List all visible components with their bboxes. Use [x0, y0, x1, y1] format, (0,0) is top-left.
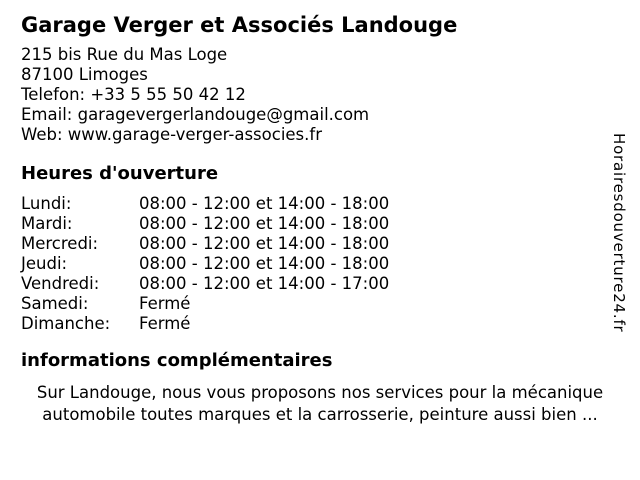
email-line	[21, 105, 640, 125]
day-hours: 08:00 - 12:00 et 14:00 - 18:00	[139, 234, 390, 253]
hours-row-monday	[21, 194, 640, 214]
day-hours: 08:00 - 12:00 et 14:00 - 18:00	[139, 214, 390, 233]
address-contact-block	[21, 45, 640, 145]
phone-line	[21, 85, 640, 105]
web-line	[21, 125, 640, 145]
day-label: Dimanche:	[21, 314, 111, 333]
hours-row-tuesday	[21, 214, 640, 234]
day-label: Mercredi:	[21, 234, 99, 253]
hours-row-saturday	[21, 294, 640, 314]
web-value: www.garage-verger-associes.fr	[67, 125, 322, 144]
watermark-site-name: Horairesdouverture24.fr	[610, 133, 628, 333]
hours-row-thursday	[21, 254, 640, 274]
opening-hours-heading: Heures d'ouverture	[21, 163, 219, 184]
page-title: Garage Verger et Associés Landouge	[21, 13, 458, 37]
day-label: Jeudi:	[21, 254, 68, 273]
day-label: Vendredi:	[21, 274, 100, 293]
web-label: Web:	[21, 125, 63, 144]
opening-hours-table	[21, 194, 640, 334]
address-city: 87100 Limoges	[21, 65, 148, 84]
day-hours: Fermé	[139, 294, 191, 313]
day-label: Lundi:	[21, 194, 72, 213]
hours-row-friday	[21, 274, 640, 294]
phone-label: Telefon:	[21, 85, 86, 104]
day-hours: 08:00 - 12:00 et 14:00 - 18:00	[139, 194, 390, 213]
day-hours: 08:00 - 12:00 et 14:00 - 18:00	[139, 254, 390, 273]
hours-row-sunday	[21, 314, 640, 334]
phone-value: +33 5 55 50 42 12	[90, 85, 246, 104]
additional-info-heading: informations complémentaires	[21, 350, 333, 371]
additional-info-text: Sur Landouge, nous vous proposons nos services pour la mécanique automobile toutes marques et la carrosserie, peinture aussi bien ...	[36, 383, 604, 424]
day-hours: Fermé	[139, 314, 191, 333]
day-label: Mardi:	[21, 214, 73, 233]
day-hours: 08:00 - 12:00 et 14:00 - 17:00	[139, 274, 390, 293]
email-value: garagevergerlandouge@gmail.com	[77, 105, 370, 124]
day-label: Samedi:	[21, 294, 89, 313]
email-label: Email:	[21, 105, 73, 124]
hours-row-wednesday	[21, 234, 640, 254]
address-street: 215 bis Rue du Mas Loge	[21, 45, 228, 64]
